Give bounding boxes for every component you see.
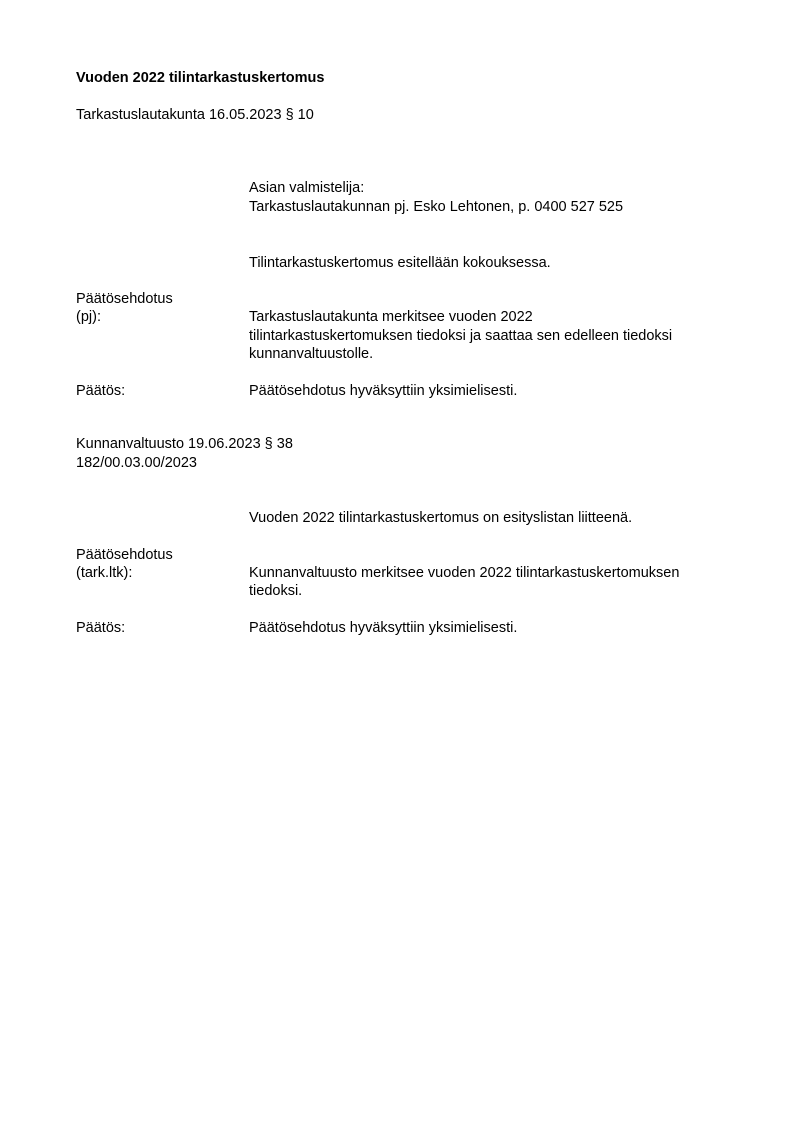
section1-preparer-value: Tarkastuslautakunnan pj. Esko Lehtonen, p. 0400 527 525	[249, 199, 624, 215]
section2-decision-value: Päätösehdotus hyväksyttiin yksimielisesti.	[249, 620, 518, 636]
section2-proposal-label: Päätösehdotus	[76, 547, 173, 563]
section1-proposal-label: Päätösehdotus	[76, 291, 173, 307]
section1-decision-value: Päätösehdotus hyväksyttiin yksimielisesti.	[249, 383, 518, 399]
section2-proposal-line: tiedoksi.	[249, 583, 303, 599]
section1-heading: Tarkastuslautakunta 16.05.2023 § 10	[76, 107, 314, 123]
section1-intro: Tilintarkastuskertomus esitellään kokouksessa.	[249, 255, 551, 271]
section1-decision-label: Päätös:	[76, 383, 126, 399]
section2-reference: 182/00.03.00/2023	[76, 455, 197, 471]
section2-heading: Kunnanvaltuusto 19.06.2023 § 38	[76, 436, 293, 452]
section1-proposal-line: Tarkastuslautakunta merkitsee vuoden 2022	[249, 309, 533, 325]
section1-preparer-label: Asian valmistelija:	[249, 180, 365, 196]
document-title: Vuoden 2022 tilintarkastuskertomus	[76, 70, 325, 86]
section1-proposal-line: tilintarkastuskertomuksen tiedoksi ja saattaa sen edelleen tiedoksi	[249, 328, 673, 344]
section1-proposal-sublabel: (pj):	[76, 309, 101, 325]
section2-proposal-sublabel: (tark.ltk):	[76, 565, 133, 581]
section2-proposal-line: Kunnanvaltuusto merkitsee vuoden 2022 tilintarkastuskertomuksen	[249, 565, 680, 581]
section2-decision-label: Päätös:	[76, 620, 126, 636]
section2-intro: Vuoden 2022 tilintarkastuskertomus on esityslistan liitteenä.	[249, 510, 633, 526]
section1-proposal-line: kunnanvaltuustolle.	[249, 346, 374, 362]
